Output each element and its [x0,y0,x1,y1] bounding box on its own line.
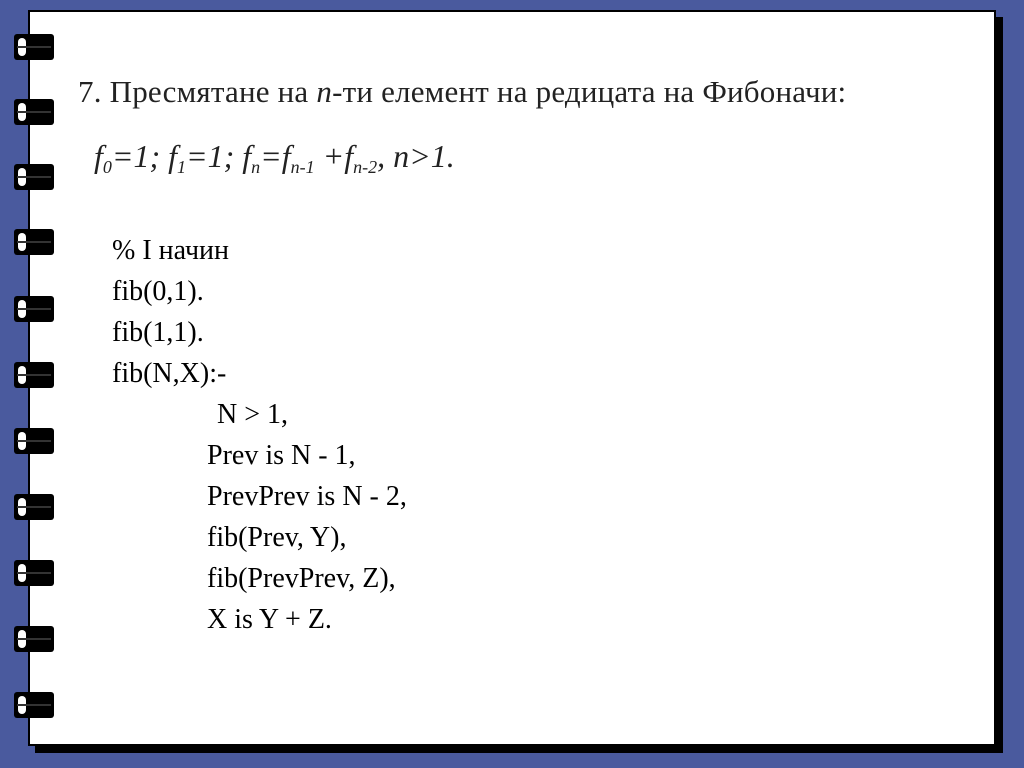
formula-plus: + [314,138,345,174]
formula-f1-sub: 1 [177,157,187,177]
code-line: X is Y + Z. [207,604,332,635]
formula-fn1-sub: n-1 [290,157,315,177]
formula-fn-sub: n [251,157,261,177]
code-line: fib(1,1). [112,317,204,348]
binder-ring [14,296,54,322]
formula-fn1: f [281,138,291,174]
prolog-code-block [112,230,407,640]
formula-condition: , n>1. [377,138,455,174]
code-line: PrevPrev is N - 2, [207,481,407,512]
binder-ring [14,164,54,190]
binder-ring [14,626,54,652]
slide-title [78,74,846,110]
title-number: 7. [78,74,102,109]
code-line: fib(PrevPrev, Z), [207,563,396,594]
formula-f0: f [94,138,103,174]
code-line: Prev is N - 1, [207,440,356,471]
binder-ring [14,34,54,60]
binder-ring [14,229,54,255]
title-text-before: Пресмятане на [109,74,317,109]
binder-ring [14,560,54,586]
formula-fn2: f [344,138,354,174]
code-line: fib(0,1). [112,276,204,307]
formula-f0-sub: 0 [102,157,112,177]
code-line: fib(Prev, Y), [207,522,347,553]
binder-ring [14,428,54,454]
code-line: fib(N,X):- [112,358,227,389]
formula-f1: f [168,138,178,174]
code-line: N > 1, [217,399,289,430]
code-line-comment: % I начин [112,235,229,266]
formula-fn: f [242,138,252,174]
binder-ring [14,494,54,520]
title-n: n [316,74,333,109]
formula-eq: = [260,138,282,174]
fibonacci-formula [94,138,455,178]
binder-ring [14,362,54,388]
binder-ring [14,99,54,125]
formula-f0-val: =1; [111,138,169,174]
binder-ring [14,692,54,718]
formula-fn2-sub: n-2 [353,157,378,177]
formula-f1-val: =1; [186,138,243,174]
title-text-after: -ти елемент на редицата на Фибоначи: [332,74,847,109]
